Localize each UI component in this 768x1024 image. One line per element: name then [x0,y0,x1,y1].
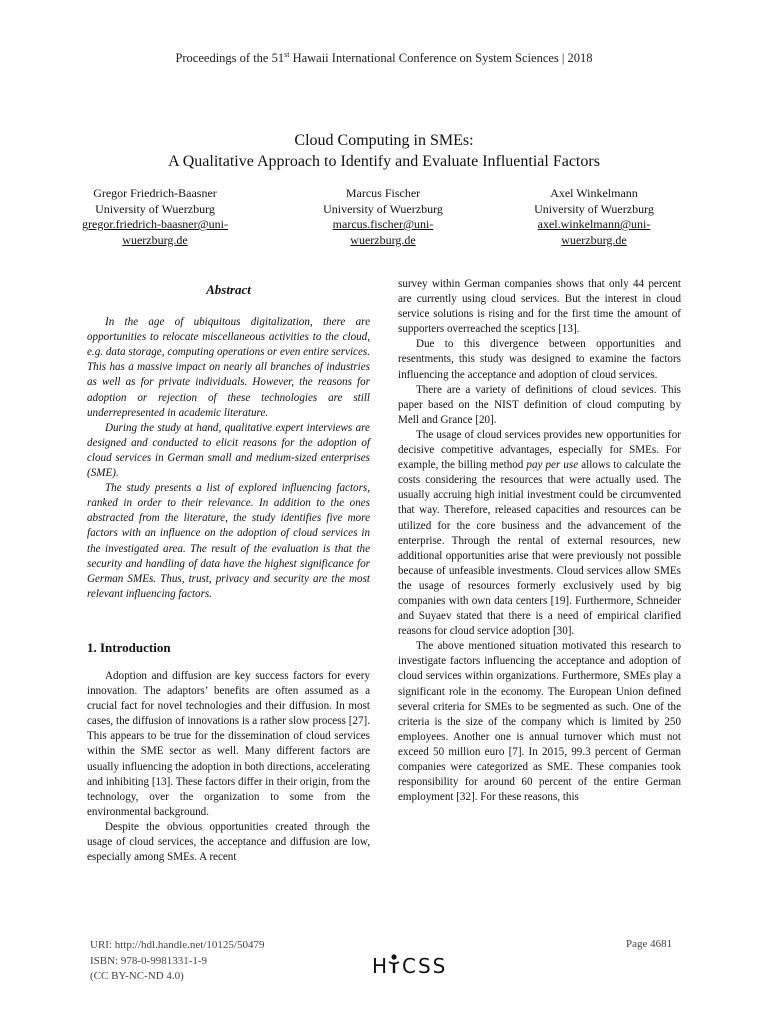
author-name: Axel Winkelmann [550,186,638,200]
title-line-2: A Qualitative Approach to Identify and Evaluate Influential Factors [168,153,600,170]
logo-i-stem [393,963,395,973]
author-3 [499,186,689,248]
body-text: allows to calculate the costs considering the resources that were actually used. The usually accruing high initial investment could be circumvented that way. Therefore, released capacities and resources can be utilized for the core business and the advancement of the enterprise. Through the rental of external resources, new additional opportunities arise that were previously not possible because of unfeasible investments. Cloud services allow SMEs the usage of resources formerly exclusively used by big companies with own data centers [19]. Furthermore, Schneider and Suyaev stated that there is a need of empirical clarified reasons for cloud service adoption [30]. [398,459,681,638]
body-paragraph [398,428,681,639]
body-paragraph: Adoption and diffusion are key success factors for every innovation. The adaptors’ benefits are often assumed as a crucial fact for novel technologies and their diffusion. In most cases, the diffusion of innovations is a rather slow process [27]. This appears to be true for the dissemination of cloud services within the SME sector as well. Many different factors are usually influencing the adoption in both directions, accelerating and inhibiting [13]. These factors differ in their origin, from the technology, over the organization to some from the environmental background. [87,669,370,818]
author-1 [60,186,250,248]
author-name: Marcus Fischer [345,186,421,200]
body-paragraph: survey within German companies shows that only 44 percent are currently using cloud services. But the interest in cloud service solutions is rising and for the first time the amount of supporters overreached the sceptics [13]. [398,278,681,336]
proceedings-header [0,50,768,66]
body-paragraph: Due to this divergence between opportunities and resentments, this study was designed to examine the factors influencing the acceptance and adoption of cloud services. [398,338,681,381]
header-prefix: Proceedings of the 51 [175,51,285,66]
abstract-paragraph: In the age of ubiquitous digitalization, there are opportunities to relocate miscellaneous activities to the cloud, e.g. data storage, computing operations or even entire services. This has a massive impact on nearly all branches of industries as well as for private individuals. However, the reasons for adoption or rejection of these technologies are still underrepresented in academic literature. [87,316,370,419]
footer-metadata [90,938,264,985]
abstract-heading: Abstract [206,282,251,297]
logo-i-dot [391,954,396,959]
author-affiliation: University of Wuerzburg [323,201,443,216]
right-column [398,277,681,805]
body-text: The usage of cloud services provides new opportunities for decisive competitive advantages, especially for SMEs. For example, the billing method [398,428,681,472]
author-email-line-1[interactable]: axel.winkelmann@uni- [537,217,651,231]
body-paragraph: There are a variety of definitions of cloud sevices. This paper based on the NIST definition of cloud computing by Mell and Grance [20]. [398,383,681,426]
footer-isbn: ISBN: 978-0-9981331-1-9 [90,954,208,967]
author-email-line-1[interactable]: marcus.fischer@uni- [332,217,434,231]
author-email-line-2[interactable]: wuerzburg.de [350,232,416,247]
emphasis-text: pay per use [526,459,579,472]
logo-letter-h: H [372,954,390,978]
abstract-paragraph: The study presents a list of explored influencing factors, ranked in order to their relevance. In addition to the ones abstracted from the literature, the study identifies five more factors with an influence on the adoption of cloud services in the investigated area. The result of the evaluation is that the security and handling of data have the highest significance for German SMEs. Thus, trust, privacy and security are the most relevant influencing factors. [87,482,370,600]
paper-title [0,130,768,172]
author-affiliation: University of Wuerzburg [95,201,215,216]
header-suffix: Hawaii International Conference on System Sciences | 2018 [289,51,593,66]
header-superscript: st [284,50,290,59]
footer-license: (CC BY-NC-ND 4.0) [90,970,184,982]
title-line-1: Cloud Computing in SMEs: [294,132,474,149]
author-email-line-2[interactable]: wuerzburg.de [561,232,627,247]
hicss-logo [372,952,452,978]
author-email-line-1[interactable]: gregor.friedrich-baasner@uni- [82,217,228,231]
author-affiliation: University of Wuerzburg [534,201,654,216]
abstract-paragraph: During the study at hand, qualitative expert interviews are designed and conducted to elicit reasons for the adoption of cloud services in German small and medium-sized enterprises (SME). [87,421,370,480]
logo-letters-css: CSS [402,954,448,978]
page-number: Page 4681 [626,938,673,950]
author-name: Gregor Friedrich-Baasner [93,186,217,200]
abstract-section [87,282,370,602]
body-paragraph: Despite the obvious opportunities created through the usage of cloud services, the acceptance and diffusion are low, especially among SMEs. A recent [87,820,370,864]
left-column [87,282,370,865]
footer-uri[interactable]: URI: http://hdl.handle.net/10125/50479 [90,939,265,951]
hicss-logo-icon [372,952,454,978]
author-2 [288,186,478,248]
author-email-line-2[interactable]: wuerzburg.de [122,232,188,247]
introduction-heading: 1. Introduction [87,639,171,655]
body-paragraph: The above mentioned situation motivated this research to investigate factors influencing the acceptance and adoption of cloud services within organizations. Furthermore, SMEs play a significant role in the economy. The European Union defined several criteria for SMEs to be segmented as such. One of the criteria is the size of the company which is limited by 250 employees. Another one is annual turnover which must not exceed 50 million euro [7]. In 2015, 99.3 percent of German companies were categorized as SME. These companies took responsibility for around 60 percent of the entire German employment [32]. For these reasons, this [398,640,681,804]
